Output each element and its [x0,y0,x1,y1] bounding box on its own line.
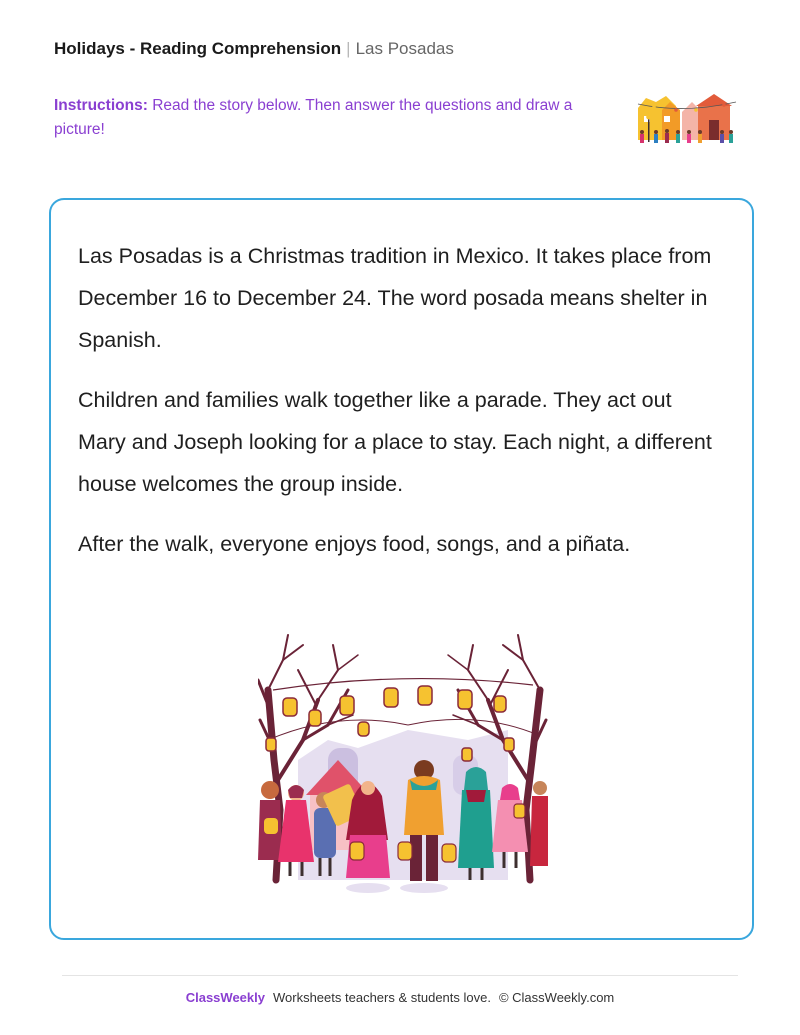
posada-procession-illustration [258,630,548,900]
title-separator: | [346,39,351,58]
footer-copyright: © ClassWeekly.com [498,990,615,1005]
footer-brand: ClassWeekly [185,990,265,1005]
story-paragraph-2: Children and families walk together like a parade. They act out Mary and Joseph looking for a place to stay. Each night, a different house welcomes the group inside. [78,388,712,496]
posada-procession-icon [634,92,738,146]
footer-tagline: Worksheets teachers & students love. [272,990,491,1005]
story-text [78,235,718,583]
story-paragraph-1: Las Posadas is a Christmas tradition in Mexico. It takes place from December 16 to December 24. The word posada means shelter in Spanish. [78,244,712,352]
footer-divider [62,975,738,976]
page-header [54,38,454,60]
instructions-text: Read the story below. Then answer the questions and draw a picture! [54,97,573,138]
story-paragraph-3: After the walk, everyone enjoys food, songs, and a piñata. [78,532,631,556]
story-box [49,198,754,940]
page-subtitle: Las Posadas [355,39,454,58]
page-footer [0,990,800,1005]
page-title: Holidays - Reading Comprehension [54,39,342,58]
instructions-label: Instructions: [54,97,148,114]
instructions [54,94,614,142]
